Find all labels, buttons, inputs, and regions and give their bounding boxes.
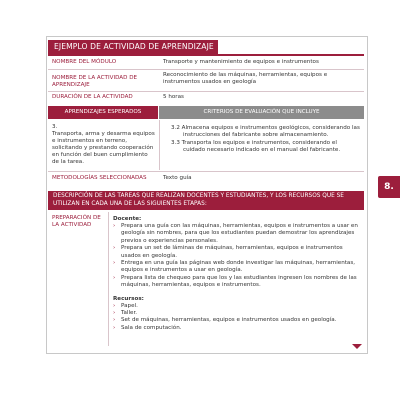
docente-item: › Prepara una guía con las máquinas, herramientas, equipos e instrumentos a usar en geología sin nombres, para que los estudiantes puedan demostrar los aprendizajes previos o experiencias personales.: [113, 223, 358, 244]
descripcion-header: DESCRIPCIÓN DE LAS TAREAS QUE REALIZAN DOCENTES Y ESTUDIANTES, Y LOS RECURSOS QUE SE UTILIZAN EN CADA UNA DE LAS SIGUIENTES ETAPAS:: [48, 191, 364, 210]
recurso-item: › Taller.: [113, 310, 138, 317]
criterio-item: 3.2 Almacena equipos e instrumentos geológicos, considerando las instrucciones del fabricante sobre almacenamiento.: [171, 125, 360, 138]
recurso-item: › Papel.: [113, 302, 138, 309]
row-preparacion: [48, 212, 364, 348]
document-title: EJEMPLO DE ACTIVIDAD DE APRENDIZAJE: [48, 40, 218, 54]
criterios-cell: [159, 120, 364, 170]
bullet: ›: [113, 274, 116, 281]
row-metodologias: [48, 173, 364, 185]
recursos-label: Recursos:: [113, 295, 144, 302]
divider: [48, 171, 364, 172]
docente-list: [113, 223, 360, 290]
modulo-label: NOMBRE DEL MÓDULO: [52, 59, 117, 65]
page-number-badge: 8.: [378, 176, 400, 198]
bullet: ›: [113, 324, 116, 331]
preparacion-content: [109, 212, 364, 348]
criterios-header: CRITERIOS DE EVALUACIÓN QUE INCLUYE: [159, 106, 364, 119]
modulo-value: Transporte y mantenimiento de equipos e instrumentos: [163, 59, 319, 65]
recurso-item: › Set de máquinas, herramientas, equipos e instrumentos usados en geología.: [113, 317, 337, 324]
column-divider: [159, 120, 160, 170]
preparacion-label: PREPARACIÓN DE LA ACTIVIDAD: [52, 215, 101, 228]
row-modulo: [48, 57, 364, 69]
metodologias-value: Texto guía: [163, 175, 192, 181]
row-duracion: [48, 92, 364, 104]
actividad-value: Reconocimiento de las máquinas, herramientas, equipos e instrumentos usados en geología: [163, 72, 328, 85]
criterio-item: 3.3 Transporta los equipos e instrumentos, considerando el cuidado necesario indicado en el manual del fabricante.: [171, 140, 341, 153]
column-divider: [108, 212, 109, 346]
bullet: ›: [113, 317, 116, 324]
criterios-list: [171, 125, 360, 154]
bullet: ›: [113, 310, 116, 317]
bullet: ›: [113, 223, 116, 229]
duracion-value: 5 horas: [163, 94, 184, 100]
continue-arrow-icon: [352, 344, 362, 349]
docente-label: Docente:: [113, 216, 142, 222]
title-underline: [48, 54, 364, 56]
metodologias-label: METODOLOGÍAS SELECCIONADAS: [52, 175, 147, 181]
docente-item: › Prepara un set de láminas de máquinas, herramientas, equipos e instrumentos usados en geología.: [113, 245, 343, 259]
duracion-label: DURACIÓN DE LA ACTIVIDAD: [52, 94, 133, 100]
aprendizajes-cell: [48, 120, 159, 170]
bullet: ›: [113, 302, 116, 309]
aprendizaje-text: Transporta, arma y desarma equipos e instrumentos en terreno, solicitando y prestando cooperación en función del buen cumplimiento de la tarea.: [52, 131, 155, 165]
docente-item: › Entrega en una guía las páginas web donde investigar las máquinas, herramientas, equipos e instrumentos a usar en geología.: [113, 260, 356, 274]
actividad-label: NOMBRE DE LA ACTIVIDAD DE APRENDIZAJE: [52, 75, 138, 88]
bullet: ›: [113, 260, 116, 267]
bullet: ›: [113, 245, 116, 252]
aprendizajes-header: APRENDIZAJES ESPERADOS: [48, 106, 158, 119]
recursos-list: [113, 303, 360, 333]
docente-item: › Prepara lista de chequeo para que los y las estudiantes ingresen los nombres de las máquinas, herramientas, equipos e instrumentos.: [113, 274, 357, 289]
aprendizaje-number: 3.: [52, 124, 58, 130]
recurso-item: › Sala de computación.: [113, 324, 182, 331]
row-actividad: [48, 70, 364, 91]
row-aprendizajes: [48, 120, 364, 170]
